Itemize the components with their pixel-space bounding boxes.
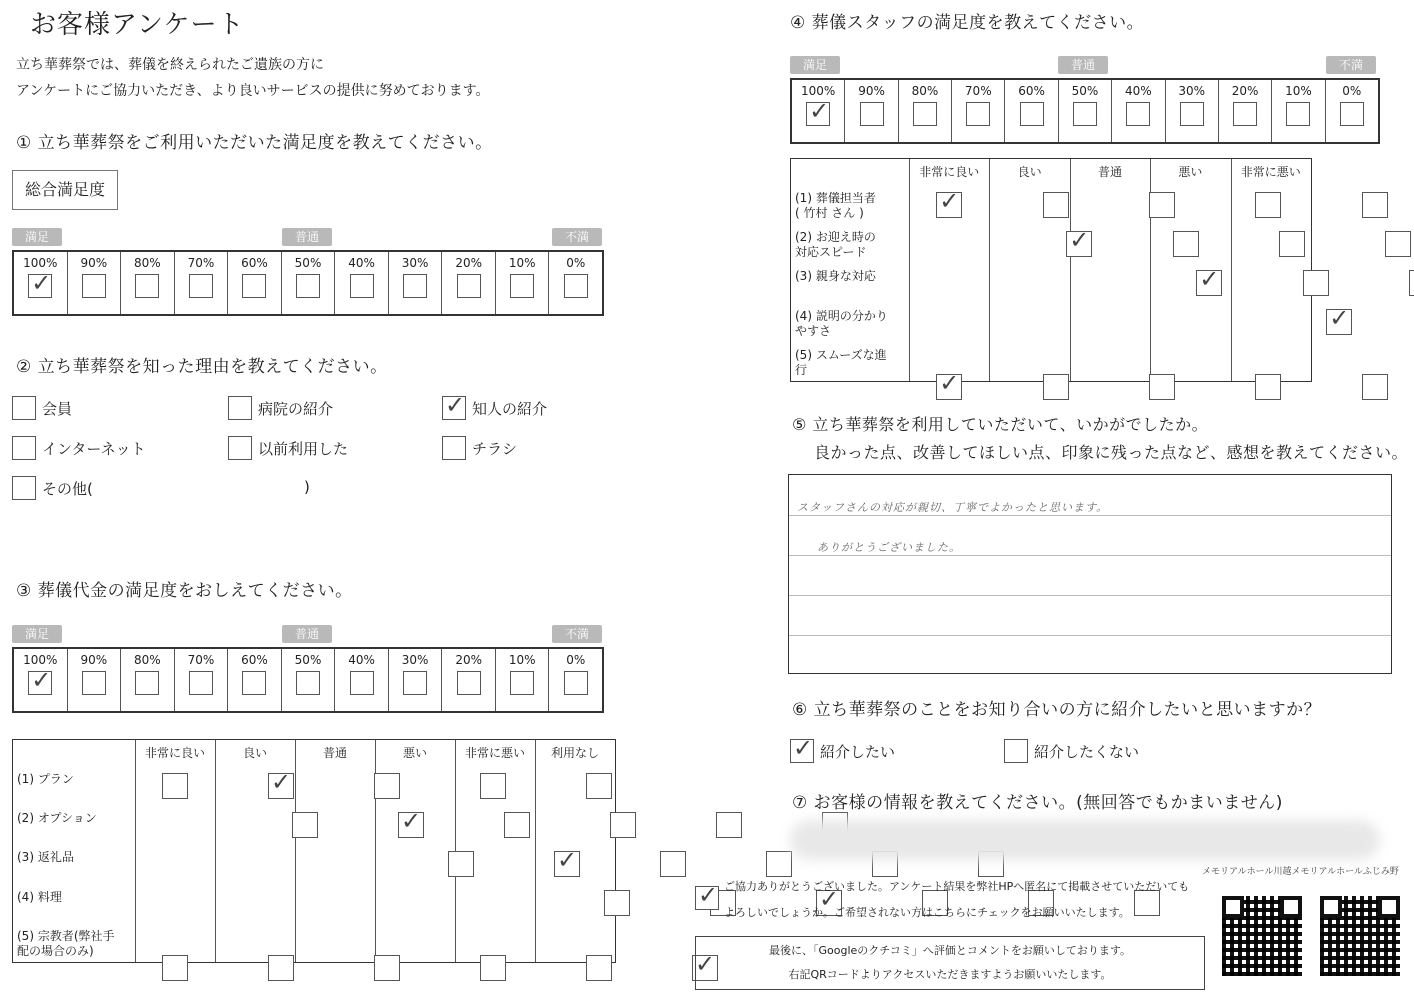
percent-label: 40% (1125, 84, 1152, 98)
consent-text-1: ご協力ありがとうございました。アンケート結果を弊社HPへ匿名にて掲載させていただいても (724, 880, 1190, 893)
q5-heading: ⑤ 立ち華葬祭を利用していただいて、いかがでしたか。 (792, 415, 1209, 434)
percent-cell[interactable] (14, 649, 68, 711)
band-dissatisfied: 不満 (1326, 56, 1376, 74)
percent-label: 90% (858, 84, 885, 98)
percent-checkbox[interactable] (189, 671, 213, 695)
q6-option-no[interactable] (1004, 739, 1139, 763)
percent-cell[interactable] (952, 80, 1005, 142)
row-label-line: (3) 返礼品 (17, 850, 74, 865)
row-label-line: 対応スピード (795, 245, 867, 260)
percent-cell[interactable] (1272, 80, 1325, 142)
grid-column-divider (295, 740, 296, 962)
grid-row-label (17, 772, 74, 787)
row-label-line: (2) お迎え時の (795, 230, 876, 245)
percent-checkbox[interactable] (296, 671, 320, 695)
rating-checkbox[interactable] (1303, 270, 1329, 296)
grid-column-header: 非常に悪い (464, 746, 525, 760)
percent-cell[interactable] (496, 649, 550, 711)
intro-line-1: 立ち華葬祭では、葬儀を終えられたご遺族の方に (16, 57, 324, 73)
google-review-line-1: 最後に、「Googleのクチコミ」へ評価とコメントをお願いしております。 (769, 944, 1131, 957)
intro-text (16, 52, 489, 104)
percent-label: 70% (964, 84, 992, 98)
percent-checkbox[interactable] (189, 274, 213, 298)
percent-cell[interactable] (442, 649, 496, 711)
q4-percent-scale (790, 78, 1380, 144)
percent-cell[interactable] (1059, 80, 1112, 142)
qr-code-icon[interactable] (1320, 896, 1400, 976)
grid-column-divider (909, 159, 910, 381)
q2-option-internet[interactable] (12, 436, 146, 460)
percent-cell[interactable] (121, 649, 175, 711)
percent-cell[interactable] (175, 252, 229, 314)
rating-checkbox[interactable] (292, 812, 318, 838)
rating-checkbox[interactable] (480, 955, 506, 981)
rating-checkbox[interactable] (374, 955, 400, 981)
q1-percent-scale (12, 250, 604, 316)
q4-heading: ④ 葬儀スタッフの満足度を教えてください。 (790, 13, 1145, 33)
percent-label: 100% (801, 84, 836, 98)
q2-heading: ② 立ち華葬祭を知った理由を教えてください。 (16, 357, 388, 377)
percent-label: 80% (134, 653, 161, 667)
grid-column-divider (1070, 159, 1071, 381)
band-dissatisfied: 不満 (552, 625, 602, 643)
option-label: 知人の紹介 (472, 399, 548, 418)
option-label: 紹介したい (820, 742, 896, 761)
q3-scale-bands (12, 625, 602, 643)
rating-checkbox[interactable] (1149, 374, 1175, 400)
grid-row-label (795, 230, 876, 260)
row-label-line: (5) 宗教者(弊社手 (17, 928, 115, 943)
grid-row-label (795, 309, 888, 339)
percent-cell[interactable] (496, 252, 550, 314)
grid-row-label (795, 348, 887, 378)
row-label-line: (5) スムーズな進 (795, 347, 887, 362)
google-review-line-2: 右記QRコードよりアクセスいただきますようお願いいたします。 (788, 968, 1112, 981)
grid-column-header: 非常に良い (919, 165, 980, 179)
rating-checkbox[interactable] (610, 812, 636, 838)
overall-satisfaction-label: 総合満足度 (12, 170, 118, 210)
redacted-customer-info (790, 820, 1380, 860)
grid-column-header: 非常に良い (144, 746, 205, 760)
percent-cell[interactable] (68, 649, 122, 711)
row-label-line: 配の場合のみ) (17, 943, 94, 958)
rating-checkbox[interactable] (936, 374, 962, 400)
row-label-line: 行 (795, 362, 808, 377)
percent-cell[interactable] (282, 649, 336, 711)
percent-checkbox[interactable] (135, 274, 159, 298)
percent-cell[interactable] (1005, 80, 1058, 142)
percent-cell[interactable] (1166, 80, 1219, 142)
percent-label: 90% (80, 256, 108, 270)
q6-option-yes[interactable] (790, 739, 895, 763)
grid-column-header: 良い (242, 746, 267, 760)
checkbox[interactable] (228, 396, 252, 420)
grid-column-header: 非常に悪い (1240, 165, 1301, 179)
intro-line-2: アンケートにご協力いただき、より良いサービスの提供に努めております。 (16, 83, 490, 99)
rating-checkbox[interactable] (586, 955, 612, 981)
option-label: 以前利用した (258, 439, 349, 458)
grid-column-divider (535, 740, 536, 962)
percent-label: 70% (187, 256, 215, 270)
row-label-line: (2) オプション (17, 811, 97, 826)
checkbox[interactable] (1004, 739, 1028, 763)
percent-label: 0% (566, 256, 586, 270)
percent-checkbox[interactable] (242, 274, 266, 298)
rating-checkbox[interactable] (1066, 231, 1092, 257)
q4-scale-bands (790, 56, 1376, 74)
percent-cell[interactable] (899, 80, 952, 142)
rating-checkbox[interactable] (660, 851, 686, 877)
grid-column-header: 普通 (1097, 165, 1122, 179)
q4-rating-grid (790, 158, 1312, 382)
percent-label: 20% (1231, 84, 1259, 98)
band-neutral: 普通 (282, 625, 332, 643)
percent-cell[interactable] (335, 252, 389, 314)
grid-column-header: 利用なし (550, 746, 599, 760)
rating-checkbox[interactable] (604, 890, 630, 916)
percent-cell[interactable] (175, 649, 229, 711)
grid-column-header: 普通 (322, 746, 347, 760)
percent-cell[interactable] (389, 252, 443, 314)
percent-checkbox[interactable] (28, 671, 52, 695)
rating-checkbox[interactable] (554, 851, 580, 877)
q3-heading: ③ 葬儀代金の満足度をおしえてください。 (16, 581, 353, 601)
percent-cell[interactable] (335, 649, 389, 711)
handwritten-answer-line-1: スタッフさんの対応が親切、丁寧でよかったと思います。 (797, 501, 1109, 514)
percent-checkbox[interactable] (1286, 102, 1310, 126)
row-label-line: ( 竹村 さん ) (795, 206, 864, 220)
percent-cell[interactable] (845, 80, 898, 142)
option-label: 紹介したくない (1034, 742, 1140, 761)
percent-cell[interactable] (1219, 80, 1272, 142)
rating-checkbox[interactable] (1362, 374, 1388, 400)
grid-column-header: 悪い (402, 746, 427, 760)
percent-cell[interactable] (792, 80, 845, 142)
percent-cell[interactable] (549, 649, 602, 711)
q3-percent-scale (12, 647, 604, 713)
percent-label: 50% (1071, 84, 1099, 98)
percent-label: 50% (294, 256, 322, 270)
percent-label: 100% (23, 653, 58, 667)
percent-cell[interactable] (228, 252, 282, 314)
checkbox[interactable] (228, 436, 252, 460)
percent-checkbox[interactable] (82, 671, 106, 695)
percent-checkbox[interactable] (82, 274, 106, 298)
other-close-paren: ) (304, 478, 310, 496)
percent-checkbox[interactable] (806, 102, 830, 126)
rating-checkbox[interactable] (1196, 270, 1222, 296)
percent-cell[interactable] (442, 252, 496, 314)
percent-label: 40% (348, 256, 375, 270)
option-label: 会員 (42, 399, 73, 418)
percent-checkbox[interactable] (564, 671, 588, 695)
rating-checkbox[interactable] (586, 773, 612, 799)
rating-checkbox[interactable] (162, 955, 188, 981)
grid-row-label (795, 191, 876, 221)
rating-checkbox[interactable] (1326, 309, 1352, 335)
rating-checkbox[interactable] (1385, 231, 1411, 257)
percent-checkbox[interactable] (403, 671, 427, 695)
percent-label: 80% (911, 84, 939, 98)
percent-checkbox[interactable] (135, 671, 159, 695)
q1-heading: ① 立ち華葬祭をご利用いただいた満足度を教えてください。 (16, 133, 493, 153)
percent-checkbox[interactable] (1073, 102, 1097, 126)
band-dissatisfied: 不満 (552, 228, 602, 246)
rating-checkbox[interactable] (1043, 192, 1069, 218)
rating-checkbox[interactable] (162, 773, 188, 799)
row-label-line: (1) 葬儀担当者 (795, 191, 876, 205)
percent-label: 50% (294, 653, 322, 667)
percent-label: 60% (241, 256, 268, 270)
percent-cell[interactable] (14, 252, 68, 314)
grid-column-divider (215, 740, 216, 962)
percent-label: 90% (80, 653, 108, 667)
percent-label: 100% (23, 256, 58, 270)
rating-checkbox[interactable] (374, 773, 400, 799)
percent-label: 10% (1285, 84, 1312, 98)
rating-checkbox[interactable] (1255, 192, 1281, 218)
q2-option-previous[interactable] (228, 436, 348, 460)
google-review-box (695, 936, 1205, 990)
option-label: 病院の紹介 (258, 399, 334, 418)
rating-checkbox[interactable] (1362, 192, 1388, 218)
percent-label: 30% (1178, 84, 1206, 98)
percent-label: 10% (508, 653, 536, 667)
grid-row-label (17, 811, 97, 826)
percent-checkbox[interactable] (913, 102, 937, 126)
handwritten-answer-line-2: ありがとうございました。 (817, 541, 961, 554)
percent-label: 0% (1342, 84, 1362, 98)
grid-column-divider (135, 740, 136, 962)
grid-row-label (795, 269, 876, 284)
percent-cell[interactable] (68, 252, 122, 314)
percent-cell[interactable] (1326, 80, 1378, 142)
rating-checkbox[interactable] (448, 851, 474, 877)
q2-option-other[interactable] (12, 476, 93, 500)
percent-label: 30% (401, 653, 429, 667)
grid-column-divider (1231, 159, 1232, 381)
percent-cell[interactable] (228, 649, 282, 711)
percent-checkbox[interactable] (1020, 102, 1044, 126)
option-label: その他( (42, 479, 93, 498)
band-neutral: 普通 (282, 228, 332, 246)
percent-label: 0% (566, 653, 586, 667)
grid-row-label (17, 850, 74, 865)
percent-checkbox[interactable] (1233, 102, 1257, 126)
rating-checkbox[interactable] (1255, 374, 1281, 400)
percent-label: 70% (187, 653, 215, 667)
percent-checkbox[interactable] (350, 671, 374, 695)
rating-checkbox[interactable] (1173, 231, 1199, 257)
consent-text-2: よろしいでしょうか。ご希望されない方はこちらにチェックをお願いいたします。 (724, 906, 1130, 919)
percent-cell[interactable] (282, 252, 336, 314)
rating-checkbox[interactable] (1134, 890, 1160, 916)
q2-option-acquaintance[interactable] (442, 396, 547, 420)
q5-answer-box[interactable] (788, 474, 1392, 674)
checkbox[interactable] (12, 396, 36, 420)
percent-checkbox[interactable] (564, 274, 588, 298)
percent-cell[interactable] (1112, 80, 1165, 142)
percent-label: 60% (241, 653, 268, 667)
checkbox[interactable] (12, 476, 36, 500)
rating-checkbox[interactable] (268, 773, 294, 799)
rating-checkbox[interactable] (1409, 270, 1414, 296)
percent-label: 60% (1018, 84, 1045, 98)
rating-checkbox[interactable] (936, 192, 962, 218)
grid-column-divider (989, 159, 990, 381)
row-label-line: (4) 説明の分かり (795, 308, 888, 323)
rating-checkbox[interactable] (766, 851, 792, 877)
band-satisfied: 満足 (790, 56, 840, 74)
row-label-line: やすさ (795, 323, 832, 338)
rating-checkbox[interactable] (1279, 231, 1305, 257)
percent-label: 80% (134, 256, 161, 270)
checkbox[interactable] (442, 396, 466, 420)
grid-column-header: 悪い (1178, 165, 1203, 179)
percent-label: 20% (455, 653, 482, 667)
rating-checkbox[interactable] (398, 812, 424, 838)
percent-cell[interactable] (549, 252, 602, 314)
grid-row-label (17, 890, 62, 905)
checkbox[interactable] (12, 436, 36, 460)
page-title: お客様アンケート (30, 10, 245, 40)
grid-row-label (17, 929, 115, 959)
percent-checkbox[interactable] (1340, 102, 1364, 126)
q2-option-member[interactable] (12, 396, 72, 420)
percent-checkbox[interactable] (1180, 102, 1204, 126)
percent-label: 20% (455, 256, 482, 270)
option-label: インターネット (42, 439, 146, 458)
percent-checkbox[interactable] (403, 274, 427, 298)
option-label: チラシ (472, 439, 518, 458)
checkbox[interactable] (790, 739, 814, 763)
q7-heading: ⑦ お客様の情報を教えてください。(無回答でもかまいません) (792, 793, 1283, 813)
rating-checkbox[interactable] (504, 812, 530, 838)
percent-cell[interactable] (389, 649, 443, 711)
rating-checkbox[interactable] (268, 955, 294, 981)
qr-code-icon[interactable] (1222, 896, 1302, 976)
band-satisfied: 満足 (12, 228, 62, 246)
percent-cell[interactable] (121, 252, 175, 314)
row-label-line: (1) プラン (17, 772, 74, 786)
percent-checkbox[interactable] (28, 274, 52, 298)
percent-label: 30% (401, 256, 429, 270)
q2-option-hospital[interactable] (228, 396, 333, 420)
band-satisfied: 満足 (12, 625, 62, 643)
consent-checkbox[interactable] (695, 886, 719, 910)
q3-rating-grid (12, 739, 616, 963)
band-neutral: 普通 (1058, 56, 1108, 74)
percent-checkbox[interactable] (296, 274, 320, 298)
percent-checkbox[interactable] (350, 274, 374, 298)
row-label-line: (4) 料理 (17, 889, 62, 904)
q6-heading: ⑥ 立ち華葬祭のことをお知り合いの方に紹介したいと思いますか？ (792, 700, 1322, 720)
percent-checkbox[interactable] (510, 274, 534, 298)
percent-checkbox[interactable] (860, 102, 884, 126)
footer-brand: メモリアルホール川越メモリアルホールふじみ野 (1202, 867, 1399, 877)
rating-checkbox[interactable] (1149, 192, 1175, 218)
rating-checkbox[interactable] (716, 812, 742, 838)
checkbox[interactable] (442, 436, 466, 460)
rating-checkbox[interactable] (480, 773, 506, 799)
percent-checkbox[interactable] (1126, 102, 1150, 126)
percent-checkbox[interactable] (457, 671, 481, 695)
percent-checkbox[interactable] (966, 102, 990, 126)
percent-checkbox[interactable] (510, 671, 534, 695)
percent-checkbox[interactable] (242, 671, 266, 695)
grid-column-header: 良い (1017, 165, 1042, 179)
rating-checkbox[interactable] (1043, 374, 1069, 400)
percent-checkbox[interactable] (457, 274, 481, 298)
row-label-line: (3) 親身な対応 (795, 269, 876, 284)
q5-subheading: 良かった点、改善してほしい点、印象に残った点など、感想を教えてください。 (814, 443, 1409, 462)
q1-scale-bands (12, 228, 602, 246)
percent-label: 10% (508, 256, 536, 270)
percent-label: 40% (348, 653, 375, 667)
q2-option-flyer[interactable] (442, 436, 517, 460)
